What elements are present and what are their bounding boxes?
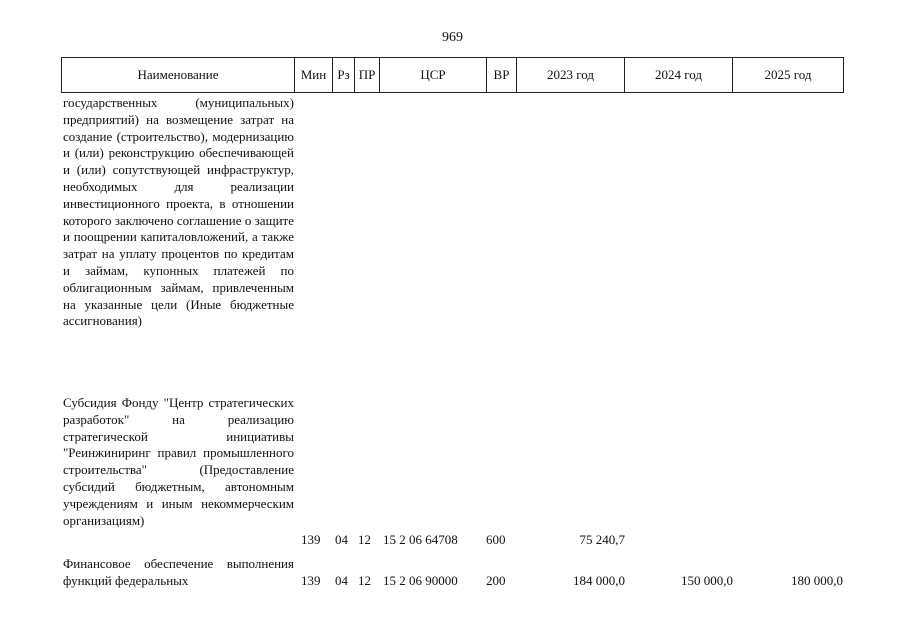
row-3-2023: 184 000,0 — [573, 573, 625, 588]
row-3-2025: 180 000,0 — [791, 573, 843, 588]
header-csr: ЦСР — [380, 58, 487, 92]
table-row — [0, 532, 905, 549]
header-2023: 2023 год — [517, 58, 625, 92]
row-2-rz: 04 — [335, 532, 348, 547]
page-number: 969 — [442, 30, 463, 45]
header-name: Наименование — [62, 58, 295, 92]
row-3-csr: 15 2 06 90000 — [383, 573, 458, 588]
table-row — [0, 573, 905, 590]
row-2-min: 139 — [301, 532, 321, 547]
row-3-min: 139 — [301, 573, 321, 588]
header-2024: 2024 год — [625, 58, 733, 92]
row-3-vr: 200 — [486, 573, 506, 588]
table-header — [61, 57, 844, 93]
header-vr: ВР — [487, 58, 517, 92]
header-rz: Рз — [333, 58, 355, 92]
header-pr: ПР — [355, 58, 380, 92]
row-2-vr: 600 — [486, 532, 506, 547]
row-3-name: Финансовое обеспечение выполнения функций федеральных — [63, 556, 294, 588]
row-2-name: Субсидия Фонду "Центр стратегических разработок" на реализацию стратегической инициативы "Реинжиниринг правил промышленного строительства" (Предоставление субсидий бюджетным, автономным учреждениям и иным некоммерческим организациям) — [63, 395, 294, 528]
row-3-pr: 12 — [358, 573, 371, 588]
header-2025: 2025 год — [764, 67, 812, 82]
header-min: Мин — [295, 58, 333, 92]
row-3-rz: 04 — [335, 573, 348, 588]
row-2-pr: 12 — [358, 532, 371, 547]
row-2-csr: 15 2 06 64708 — [383, 532, 458, 547]
row-1-name: государственных (муниципальных) предприятий) на возмещение затрат на создание (строительство), модернизацию и (или) реконструкцию обеспечивающей и (или) сопутствующей инфраструктур, необходимых для реализации инвестиционного проекта, в отношении которого заключено соглашение о защите и поощрении капиталовложений, а также затрат на уплату процентов по кредитам и займам, купонных платежей по облигационным займам, привлеченным на указанные цели (Иные бюджетные ассигнования) — [63, 95, 294, 329]
row-3-2024: 150 000,0 — [681, 573, 733, 588]
row-2-2023: 75 240,7 — [579, 532, 625, 547]
